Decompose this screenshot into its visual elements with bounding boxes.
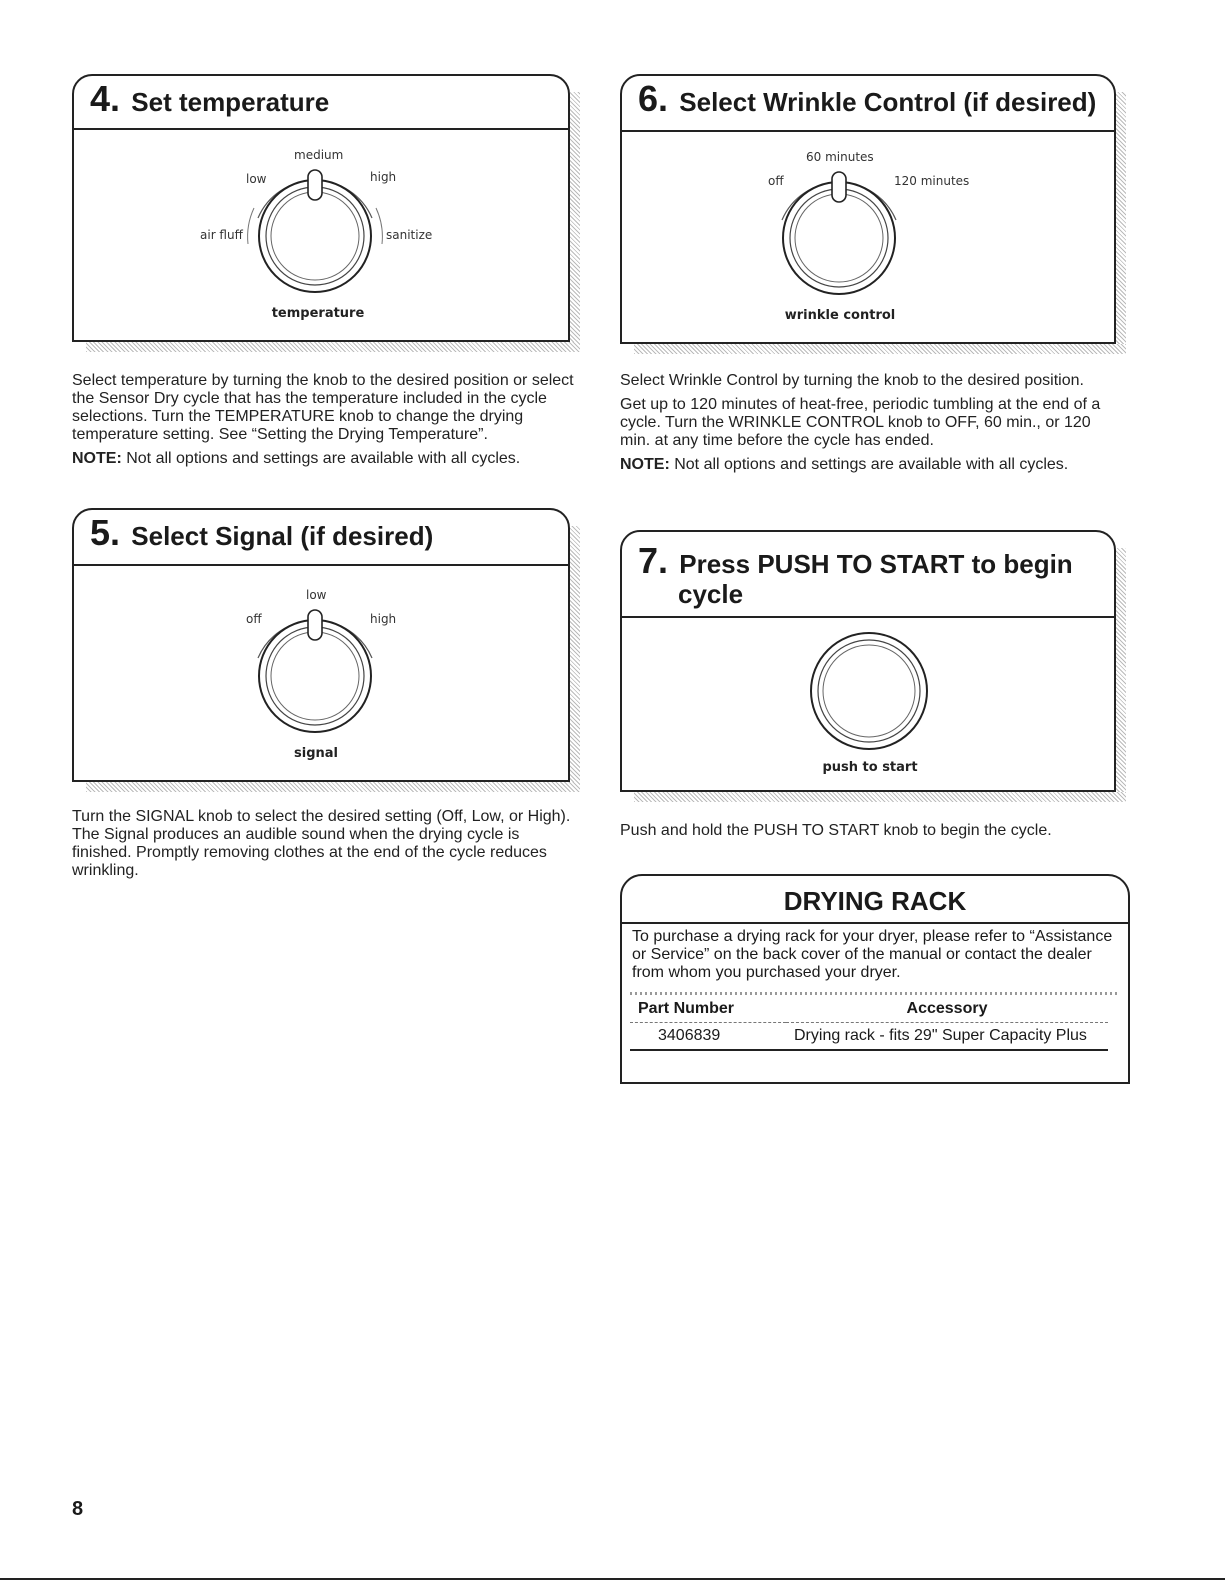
temperature-knob-icon[interactable] xyxy=(240,156,390,306)
panel-shadow xyxy=(1116,92,1126,354)
rack-title: DRYING RACK xyxy=(783,886,967,916)
section-7-body xyxy=(620,822,1120,846)
body-paragraph: Turn the SIGNAL knob to select the desired setting (Off, Low, or High). The Signal produces an audible sound when the drying cycle is finished. Promptly removing clothes at the end of the cycle reduces wrinkling. xyxy=(72,808,571,879)
column-header-part-number: Part Number xyxy=(638,1000,735,1017)
wrinkle-control-knob-icon[interactable] xyxy=(764,162,914,302)
panel-shadow xyxy=(86,342,580,352)
step-number: 7. xyxy=(638,540,669,581)
push-to-start-knob-icon[interactable] xyxy=(804,626,934,756)
cell-accessory: Drying rack - fits 29" Super Capacity Plus xyxy=(794,1027,1087,1044)
note-paragraph xyxy=(620,456,1110,474)
body-paragraph: Select Wrinkle Control by turning the knob to the desired position. xyxy=(620,372,1084,389)
step-number: 6. xyxy=(638,78,669,119)
knob-label-sanitize: sanitize xyxy=(386,228,433,242)
section-5-panel xyxy=(72,508,570,782)
section-title xyxy=(90,78,330,119)
note-text: Not all options and settings are available with all cycles. xyxy=(121,450,521,467)
knob-label-high: high xyxy=(370,170,397,184)
title-divider xyxy=(72,128,570,130)
section-title xyxy=(638,78,1097,119)
accessory-table xyxy=(630,996,1108,1051)
note-paragraph xyxy=(72,450,578,468)
section-7-panel xyxy=(620,530,1116,792)
title-divider xyxy=(620,616,1116,618)
step-title: Select Wrinkle Control (if desired) xyxy=(679,87,1097,117)
column-header-accessory: Accessory xyxy=(906,1000,988,1017)
knob-label-low: low xyxy=(246,172,267,186)
knob-label-off: off xyxy=(768,174,784,188)
knob-name-signal: signal xyxy=(294,746,338,761)
knob-label-off: off xyxy=(246,612,262,626)
note-label: NOTE: xyxy=(72,450,122,467)
title-divider xyxy=(72,564,570,566)
panel-shadow xyxy=(634,344,1126,354)
step-title: Select Signal (if desired) xyxy=(131,521,434,551)
bottom-divider xyxy=(0,1578,1225,1580)
section-6-panel xyxy=(620,74,1116,344)
section-4-panel xyxy=(72,74,570,342)
rack-description: To purchase a drying rack for your dryer, please refer to “Assistance or Service” on the back cover of the manual or contact the dealer from whom you purchased your dryer. xyxy=(632,928,1113,981)
section-title xyxy=(90,512,434,553)
step-number: 5. xyxy=(90,512,121,553)
rack-title-divider xyxy=(620,922,1130,924)
body-paragraph: Push and hold the PUSH TO START knob to begin the cycle. xyxy=(620,822,1052,839)
knob-label-high: high xyxy=(370,612,397,626)
page-number: 8 xyxy=(72,1498,84,1520)
table-row xyxy=(630,1023,1108,1051)
knob-label-low: low xyxy=(306,588,327,602)
section-4-body xyxy=(72,372,578,474)
cell-part-number: 3406839 xyxy=(658,1027,721,1044)
note-label: NOTE: xyxy=(620,456,670,473)
step-number: 4. xyxy=(90,78,121,119)
drying-rack-box xyxy=(620,874,1130,1084)
knob-label-air-fluff: air fluff xyxy=(200,228,243,242)
title-divider xyxy=(620,130,1116,132)
section-title xyxy=(638,540,1128,609)
panel-shadow xyxy=(86,782,580,792)
panel-shadow xyxy=(570,92,580,352)
table-header-row xyxy=(630,996,1108,1023)
knob-name-push-to-start: push to start xyxy=(822,760,918,775)
step-title: Set temperature xyxy=(131,87,330,117)
knob-label-120-minutes: 120 minutes xyxy=(894,174,970,188)
knob-label-60-minutes: 60 minutes xyxy=(806,150,874,164)
panel-shadow xyxy=(634,792,1126,802)
section-6-body xyxy=(620,372,1110,480)
step-title: Press PUSH TO START to begin cycle xyxy=(678,549,1073,609)
dotted-divider xyxy=(630,992,1120,995)
note-text: Not all options and settings are available with all cycles. xyxy=(669,456,1069,473)
panel-shadow xyxy=(570,526,580,792)
signal-knob-icon[interactable] xyxy=(240,600,390,740)
body-paragraph: Select temperature by turning the knob to the desired position or select the Sensor Dry cycle that has the temperature included in the cycle selections. Turn the TEMPERATURE knob to change the drying temperature setting. See “Setting the Drying Temperature”. xyxy=(72,372,574,443)
knob-label-medium: medium xyxy=(294,148,344,162)
body-paragraph: Get up to 120 minutes of heat-free, periodic tumbling at the end of a cycle. Turn the WRINKLE CONTROL knob to OFF, 60 min., or 120 min. at any time before the cycle has ended. xyxy=(620,396,1101,449)
section-5-body xyxy=(72,808,572,886)
knob-name-temperature: temperature xyxy=(271,306,365,321)
knob-name-wrinkle-control: wrinkle control xyxy=(784,308,896,323)
